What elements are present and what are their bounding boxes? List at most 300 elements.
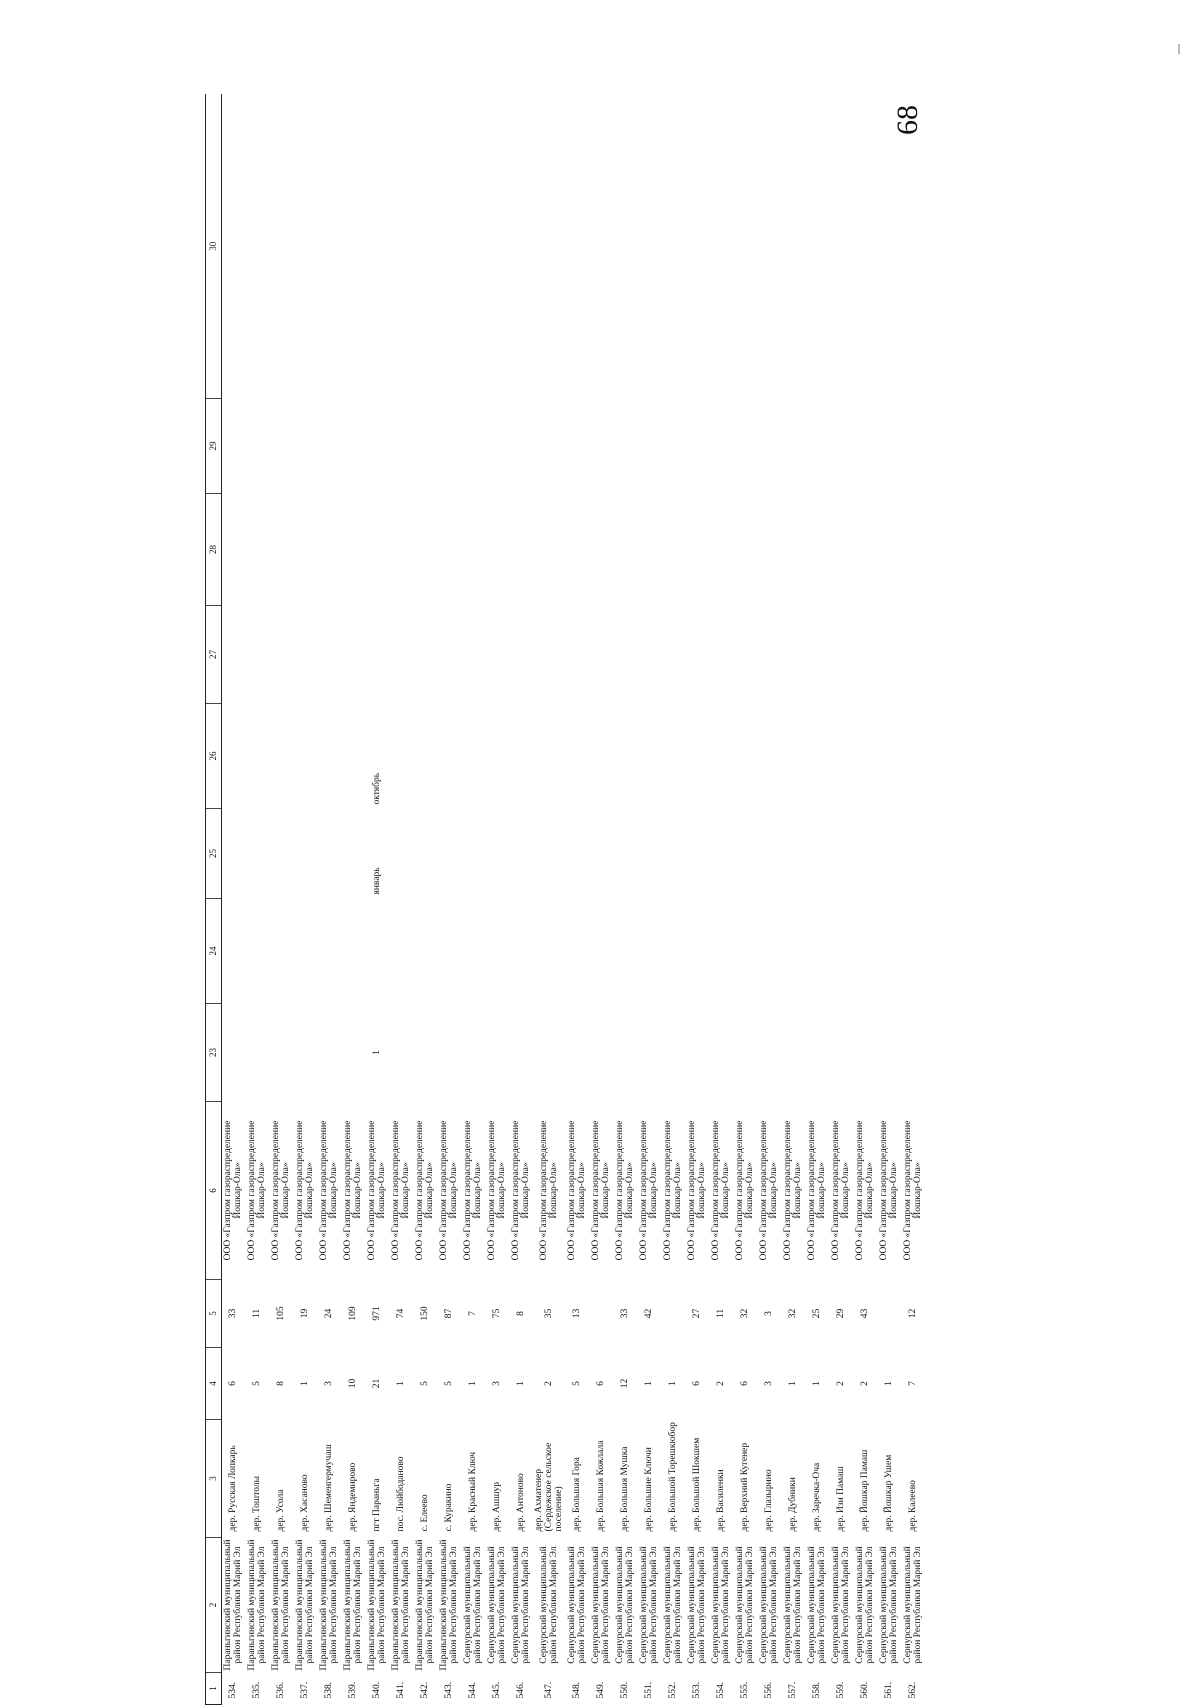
- district-cell: Параньгинский муниципальный район Республики Марий Эл: [246, 1538, 270, 1673]
- col24-cell: [438, 899, 462, 1004]
- row-number: 552.: [662, 1673, 686, 1705]
- col5-cell: 11: [246, 1280, 270, 1348]
- col-header: 3: [206, 1420, 222, 1538]
- table-row: [222, 95, 247, 1705]
- settlement-cell: дер. Усола: [270, 1420, 294, 1538]
- settlement-cell: пгт Параньга: [366, 1420, 390, 1538]
- col23-cell: [686, 1004, 710, 1102]
- col5-cell: 42: [638, 1280, 662, 1348]
- col23-cell: [414, 1004, 438, 1102]
- organization-cell: ООО «Газпром газораспределение Йошкар-Ола»: [534, 1102, 566, 1280]
- row-number: 562.: [902, 1673, 926, 1705]
- col25-cell: [638, 809, 662, 899]
- col24-cell: [534, 899, 566, 1004]
- table-row: [318, 95, 342, 1705]
- col26-cell: [782, 704, 806, 809]
- col28-cell: [614, 494, 638, 606]
- col28-cell: [782, 494, 806, 606]
- col5-cell: 32: [782, 1280, 806, 1348]
- table-row: [854, 95, 878, 1705]
- col24-cell: [318, 899, 342, 1004]
- col4-cell: 2: [830, 1348, 854, 1420]
- col29-cell: [342, 399, 366, 494]
- col25-cell: [462, 809, 486, 899]
- col29-cell: [902, 399, 926, 494]
- col23-cell: [566, 1004, 590, 1102]
- col4-cell: 2: [854, 1348, 878, 1420]
- col4-cell: 1: [390, 1348, 414, 1420]
- col30-cell: [510, 95, 534, 399]
- col4-cell: 1: [782, 1348, 806, 1420]
- col25-cell: [590, 809, 614, 899]
- col26-cell: октябрь: [366, 704, 390, 809]
- col24-cell: [590, 899, 614, 1004]
- table-row: [462, 95, 486, 1705]
- table-row: [878, 95, 902, 1705]
- col28-cell: [222, 494, 247, 606]
- col5-cell: 11: [710, 1280, 734, 1348]
- col-header: 28: [206, 494, 222, 606]
- col28-cell: [246, 494, 270, 606]
- col4-cell: 1: [638, 1348, 662, 1420]
- district-cell: Сернурский муниципальный район Республики Марий Эл: [878, 1538, 902, 1673]
- col28-cell: [566, 494, 590, 606]
- col4-cell: 21: [366, 1348, 390, 1420]
- col24-cell: [758, 899, 782, 1004]
- col30-cell: [246, 95, 270, 399]
- col26-cell: [806, 704, 830, 809]
- col29-cell: [878, 399, 902, 494]
- col24-cell: [782, 899, 806, 1004]
- col30-cell: [710, 95, 734, 399]
- district-cell: Параньгинский муниципальный район Республики Марий Эл: [222, 1538, 247, 1673]
- settlement-cell: дер. Заречка-Оча: [806, 1420, 830, 1538]
- district-cell: Сернурский муниципальный район Республики Марий Эл: [902, 1538, 926, 1673]
- col4-cell: 5: [438, 1348, 462, 1420]
- col26-cell: [246, 704, 270, 809]
- col-header: 26: [206, 704, 222, 809]
- col5-cell: 109: [342, 1280, 366, 1348]
- col29-cell: [710, 399, 734, 494]
- table-row: [510, 95, 534, 1705]
- col27-cell: [270, 606, 294, 704]
- settlement-cell: дер. Йошкар Памаш: [854, 1420, 878, 1538]
- row-number: 541.: [390, 1673, 414, 1705]
- col4-cell: 5: [414, 1348, 438, 1420]
- col28-cell: [342, 494, 366, 606]
- col25-cell: [294, 809, 318, 899]
- row-number: 556.: [758, 1673, 782, 1705]
- col5-cell: 971: [366, 1280, 390, 1348]
- organization-cell: ООО «Газпром газораспределение Йошкар-Ола»: [366, 1102, 390, 1280]
- col29-cell: [614, 399, 638, 494]
- col23-cell: [318, 1004, 342, 1102]
- col28-cell: [366, 494, 390, 606]
- table-row: [830, 95, 854, 1705]
- col4-cell: 1: [806, 1348, 830, 1420]
- organization-cell: ООО «Газпром газораспределение Йошкар-Ола»: [246, 1102, 270, 1280]
- col4-cell: 1: [462, 1348, 486, 1420]
- col4-cell: 6: [734, 1348, 758, 1420]
- district-cell: Сернурский муниципальный район Республики Марий Эл: [734, 1538, 758, 1673]
- col28-cell: [294, 494, 318, 606]
- col23-cell: [854, 1004, 878, 1102]
- col30-cell: [294, 95, 318, 399]
- col24-cell: [342, 899, 366, 1004]
- col5-cell: 8: [510, 1280, 534, 1348]
- col27-cell: [566, 606, 590, 704]
- settlement-cell: дер. Русская Лопкарь: [222, 1420, 247, 1538]
- col26-cell: [534, 704, 566, 809]
- row-number: 561.: [878, 1673, 902, 1705]
- settlement-cell: с. Елеево: [414, 1420, 438, 1538]
- col5-cell: 7: [462, 1280, 486, 1348]
- col23-cell: [662, 1004, 686, 1102]
- col24-cell: [222, 899, 247, 1004]
- col23-cell: [806, 1004, 830, 1102]
- table-row: [438, 95, 462, 1705]
- col24-cell: [566, 899, 590, 1004]
- col5-cell: [878, 1280, 902, 1348]
- col27-cell: [414, 606, 438, 704]
- district-cell: Параньгинский муниципальный район Республики Марий Эл: [270, 1538, 294, 1673]
- col23-cell: 1: [366, 1004, 390, 1102]
- col23-cell: [710, 1004, 734, 1102]
- row-number: 557.: [782, 1673, 806, 1705]
- table-row: [638, 95, 662, 1705]
- row-number: 536.: [270, 1673, 294, 1705]
- organization-cell: ООО «Газпром газораспределение Йошкар-Ола»: [878, 1102, 902, 1280]
- col5-cell: 12: [902, 1280, 926, 1348]
- col27-cell: [638, 606, 662, 704]
- organization-cell: ООО «Газпром газораспределение Йошкар-Ола»: [734, 1102, 758, 1280]
- col5-cell: 27: [686, 1280, 710, 1348]
- col28-cell: [710, 494, 734, 606]
- organization-cell: ООО «Газпром газораспределение Йошкар-Ола»: [510, 1102, 534, 1280]
- col25-cell: [270, 809, 294, 899]
- table-row: [614, 95, 638, 1705]
- settlement-cell: дер. Глазырино: [758, 1420, 782, 1538]
- col-header: 29: [206, 399, 222, 494]
- col27-cell: [662, 606, 686, 704]
- col25-cell: [902, 809, 926, 899]
- col-header: 5: [206, 1280, 222, 1348]
- settlement-cell: дер. Большой Торешкюбор: [662, 1420, 686, 1538]
- district-cell: Сернурский муниципальный район Республики Марий Эл: [782, 1538, 806, 1673]
- settlement-cell: дер. Большая Кожлала: [590, 1420, 614, 1538]
- organization-cell: ООО «Газпром газораспределение Йошкар-Ола»: [902, 1102, 926, 1280]
- col29-cell: [366, 399, 390, 494]
- col24-cell: [510, 899, 534, 1004]
- organization-cell: ООО «Газпром газораспределение Йошкар-Ола»: [438, 1102, 462, 1280]
- col30-cell: [662, 95, 686, 399]
- col25-cell: январь: [366, 809, 390, 899]
- col5-cell: 35: [534, 1280, 566, 1348]
- col27-cell: [590, 606, 614, 704]
- settlement-cell: дер. Ашшур: [486, 1420, 510, 1538]
- table-row: [710, 95, 734, 1705]
- col29-cell: [462, 399, 486, 494]
- col4-cell: 3: [318, 1348, 342, 1420]
- district-cell: Сернурский муниципальный район Республики Марий Эл: [534, 1538, 566, 1673]
- row-number: 553.: [686, 1673, 710, 1705]
- gasification-table: [205, 95, 926, 1705]
- col25-cell: [806, 809, 830, 899]
- col5-cell: [590, 1280, 614, 1348]
- district-cell: Параньгинский муниципальный район Республики Марий Эл: [390, 1538, 414, 1673]
- col29-cell: [318, 399, 342, 494]
- col27-cell: [390, 606, 414, 704]
- col25-cell: [438, 809, 462, 899]
- col26-cell: [758, 704, 782, 809]
- col25-cell: [734, 809, 758, 899]
- row-number: 560.: [854, 1673, 878, 1705]
- col29-cell: [414, 399, 438, 494]
- organization-cell: ООО «Газпром газораспределение Йошкар-Ола»: [710, 1102, 734, 1280]
- table-row: [734, 95, 758, 1705]
- settlement-cell: дер. Тоштолы: [246, 1420, 270, 1538]
- settlement-cell: дер. Верхний Кугенер: [734, 1420, 758, 1538]
- col24-cell: [390, 899, 414, 1004]
- col26-cell: [902, 704, 926, 809]
- col4-cell: 1: [510, 1348, 534, 1420]
- col26-cell: [830, 704, 854, 809]
- col25-cell: [222, 809, 247, 899]
- col27-cell: [294, 606, 318, 704]
- row-number: 544.: [462, 1673, 486, 1705]
- col4-cell: 10: [342, 1348, 366, 1420]
- col-header: 1: [206, 1673, 222, 1705]
- col25-cell: [390, 809, 414, 899]
- col26-cell: [438, 704, 462, 809]
- col30-cell: [414, 95, 438, 399]
- col5-cell: [662, 1280, 686, 1348]
- col29-cell: [782, 399, 806, 494]
- col29-cell: [246, 399, 270, 494]
- col24-cell: [462, 899, 486, 1004]
- col4-cell: 12: [614, 1348, 638, 1420]
- col30-cell: [854, 95, 878, 399]
- col25-cell: [318, 809, 342, 899]
- col24-cell: [686, 899, 710, 1004]
- col5-cell: 3: [758, 1280, 782, 1348]
- col23-cell: [246, 1004, 270, 1102]
- settlement-cell: дер. Яндемирово: [342, 1420, 366, 1538]
- col24-cell: [366, 899, 390, 1004]
- settlement-cell: дер. Дубники: [782, 1420, 806, 1538]
- row-number: 535.: [246, 1673, 270, 1705]
- district-cell: Сернурский муниципальный район Республики Марий Эл: [510, 1538, 534, 1673]
- col28-cell: [902, 494, 926, 606]
- col28-cell: [830, 494, 854, 606]
- settlement-cell: дер. Большая Гора: [566, 1420, 590, 1538]
- col-header: 4: [206, 1348, 222, 1420]
- col23-cell: [462, 1004, 486, 1102]
- col26-cell: [414, 704, 438, 809]
- row-number: 548.: [566, 1673, 590, 1705]
- row-number: 540.: [366, 1673, 390, 1705]
- organization-cell: ООО «Газпром газораспределение Йошкар-Ола»: [686, 1102, 710, 1280]
- col26-cell: [510, 704, 534, 809]
- organization-cell: ООО «Газпром газораспределение Йошкар-Ола»: [486, 1102, 510, 1280]
- col5-cell: 32: [734, 1280, 758, 1348]
- col25-cell: [510, 809, 534, 899]
- col5-cell: 19: [294, 1280, 318, 1348]
- col23-cell: [902, 1004, 926, 1102]
- row-number: 559.: [830, 1673, 854, 1705]
- col26-cell: [590, 704, 614, 809]
- district-cell: Параньгинский муниципальный район Республики Марий Эл: [342, 1538, 366, 1673]
- col-header: 25: [206, 809, 222, 899]
- col28-cell: [806, 494, 830, 606]
- col5-cell: 150: [414, 1280, 438, 1348]
- col26-cell: [614, 704, 638, 809]
- col4-cell: 2: [534, 1348, 566, 1420]
- col28-cell: [734, 494, 758, 606]
- col29-cell: [734, 399, 758, 494]
- col27-cell: [830, 606, 854, 704]
- col29-cell: [438, 399, 462, 494]
- organization-cell: ООО «Газпром газораспределение Йошкар-Ола»: [854, 1102, 878, 1280]
- table-row: [390, 95, 414, 1705]
- col-header: 30: [206, 95, 222, 399]
- col25-cell: [246, 809, 270, 899]
- col30-cell: [270, 95, 294, 399]
- settlement-cell: дер. Шеменгермучаш: [318, 1420, 342, 1538]
- col27-cell: [318, 606, 342, 704]
- col4-cell: 5: [246, 1348, 270, 1420]
- col23-cell: [294, 1004, 318, 1102]
- col28-cell: [662, 494, 686, 606]
- col27-cell: [222, 606, 247, 704]
- row-number: 543.: [438, 1673, 462, 1705]
- organization-cell: ООО «Газпром газораспределение Йошкар-Ола»: [222, 1102, 247, 1280]
- col25-cell: [342, 809, 366, 899]
- row-number: 555.: [734, 1673, 758, 1705]
- col30-cell: [462, 95, 486, 399]
- row-number: 545.: [486, 1673, 510, 1705]
- col30-cell: [614, 95, 638, 399]
- col26-cell: [462, 704, 486, 809]
- col30-cell: [390, 95, 414, 399]
- col30-cell: [638, 95, 662, 399]
- col5-cell: 74: [390, 1280, 414, 1348]
- table-row: [902, 95, 926, 1705]
- row-number: 542.: [414, 1673, 438, 1705]
- col30-cell: [222, 95, 247, 399]
- row-number: 549.: [590, 1673, 614, 1705]
- col28-cell: [878, 494, 902, 606]
- col27-cell: [486, 606, 510, 704]
- settlement-cell: дер. Ахматенер (Сердежское сельское поселение): [534, 1420, 566, 1538]
- col25-cell: [414, 809, 438, 899]
- col24-cell: [734, 899, 758, 1004]
- col24-cell: [414, 899, 438, 1004]
- col28-cell: [318, 494, 342, 606]
- col29-cell: [390, 399, 414, 494]
- col29-cell: [758, 399, 782, 494]
- district-cell: Сернурский муниципальный район Республики Марий Эл: [806, 1538, 830, 1673]
- settlement-cell: дер. Калеево: [902, 1420, 926, 1538]
- col26-cell: [342, 704, 366, 809]
- col30-cell: [686, 95, 710, 399]
- col4-cell: 3: [758, 1348, 782, 1420]
- col26-cell: [486, 704, 510, 809]
- organization-cell: ООО «Газпром газораспределение Йошкар-Ола»: [390, 1102, 414, 1280]
- col30-cell: [782, 95, 806, 399]
- col23-cell: [270, 1004, 294, 1102]
- col25-cell: [830, 809, 854, 899]
- col26-cell: [390, 704, 414, 809]
- col28-cell: [414, 494, 438, 606]
- col25-cell: [662, 809, 686, 899]
- col30-cell: [366, 95, 390, 399]
- organization-cell: ООО «Газпром газораспределение Йошкар-Ола»: [662, 1102, 686, 1280]
- table-row: [534, 95, 566, 1705]
- col23-cell: [830, 1004, 854, 1102]
- col29-cell: [662, 399, 686, 494]
- district-cell: Сернурский муниципальный район Республики Марий Эл: [462, 1538, 486, 1673]
- col24-cell: [638, 899, 662, 1004]
- settlement-cell: дер. Изи Памаш: [830, 1420, 854, 1538]
- col28-cell: [270, 494, 294, 606]
- col23-cell: [222, 1004, 247, 1102]
- col4-cell: 6: [686, 1348, 710, 1420]
- row-number: 551.: [638, 1673, 662, 1705]
- table-row: [662, 95, 686, 1705]
- district-cell: Параньгинский муниципальный район Республики Марий Эл: [318, 1538, 342, 1673]
- settlement-cell: дер. Большой Шокшем: [686, 1420, 710, 1538]
- col25-cell: [534, 809, 566, 899]
- row-number: 554.: [710, 1673, 734, 1705]
- col26-cell: [734, 704, 758, 809]
- col23-cell: [510, 1004, 534, 1102]
- col27-cell: [614, 606, 638, 704]
- col5-cell: 29: [830, 1280, 854, 1348]
- col26-cell: [318, 704, 342, 809]
- col4-cell: 6: [222, 1348, 247, 1420]
- organization-cell: ООО «Газпром газораспределение Йошкар-Ола»: [294, 1102, 318, 1280]
- col24-cell: [246, 899, 270, 1004]
- col28-cell: [638, 494, 662, 606]
- district-cell: Сернурский муниципальный район Республики Марий Эл: [662, 1538, 686, 1673]
- row-number: 534.: [222, 1673, 247, 1705]
- organization-cell: ООО «Газпром газораспределение Йошкар-Ола»: [414, 1102, 438, 1280]
- col-header: 6: [206, 1102, 222, 1280]
- table-row: [414, 95, 438, 1705]
- table-row: [270, 95, 294, 1705]
- col30-cell: [830, 95, 854, 399]
- organization-cell: ООО «Газпром газораспределение Йошкар-Ола»: [638, 1102, 662, 1280]
- col27-cell: [246, 606, 270, 704]
- col29-cell: [686, 399, 710, 494]
- col26-cell: [222, 704, 247, 809]
- district-cell: Сернурский муниципальный район Республики Марий Эл: [486, 1538, 510, 1673]
- col30-cell: [318, 95, 342, 399]
- settlement-cell: с. Куракино: [438, 1420, 462, 1538]
- col4-cell: 3: [486, 1348, 510, 1420]
- district-cell: Сернурский муниципальный район Республики Марий Эл: [830, 1538, 854, 1673]
- col30-cell: [438, 95, 462, 399]
- district-cell: Сернурский муниципальный район Республики Марий Эл: [590, 1538, 614, 1673]
- row-number: 547.: [534, 1673, 566, 1705]
- organization-cell: ООО «Газпром газораспределение Йошкар-Ола»: [782, 1102, 806, 1280]
- col23-cell: [590, 1004, 614, 1102]
- col25-cell: [758, 809, 782, 899]
- col28-cell: [462, 494, 486, 606]
- col28-cell: [510, 494, 534, 606]
- col26-cell: [638, 704, 662, 809]
